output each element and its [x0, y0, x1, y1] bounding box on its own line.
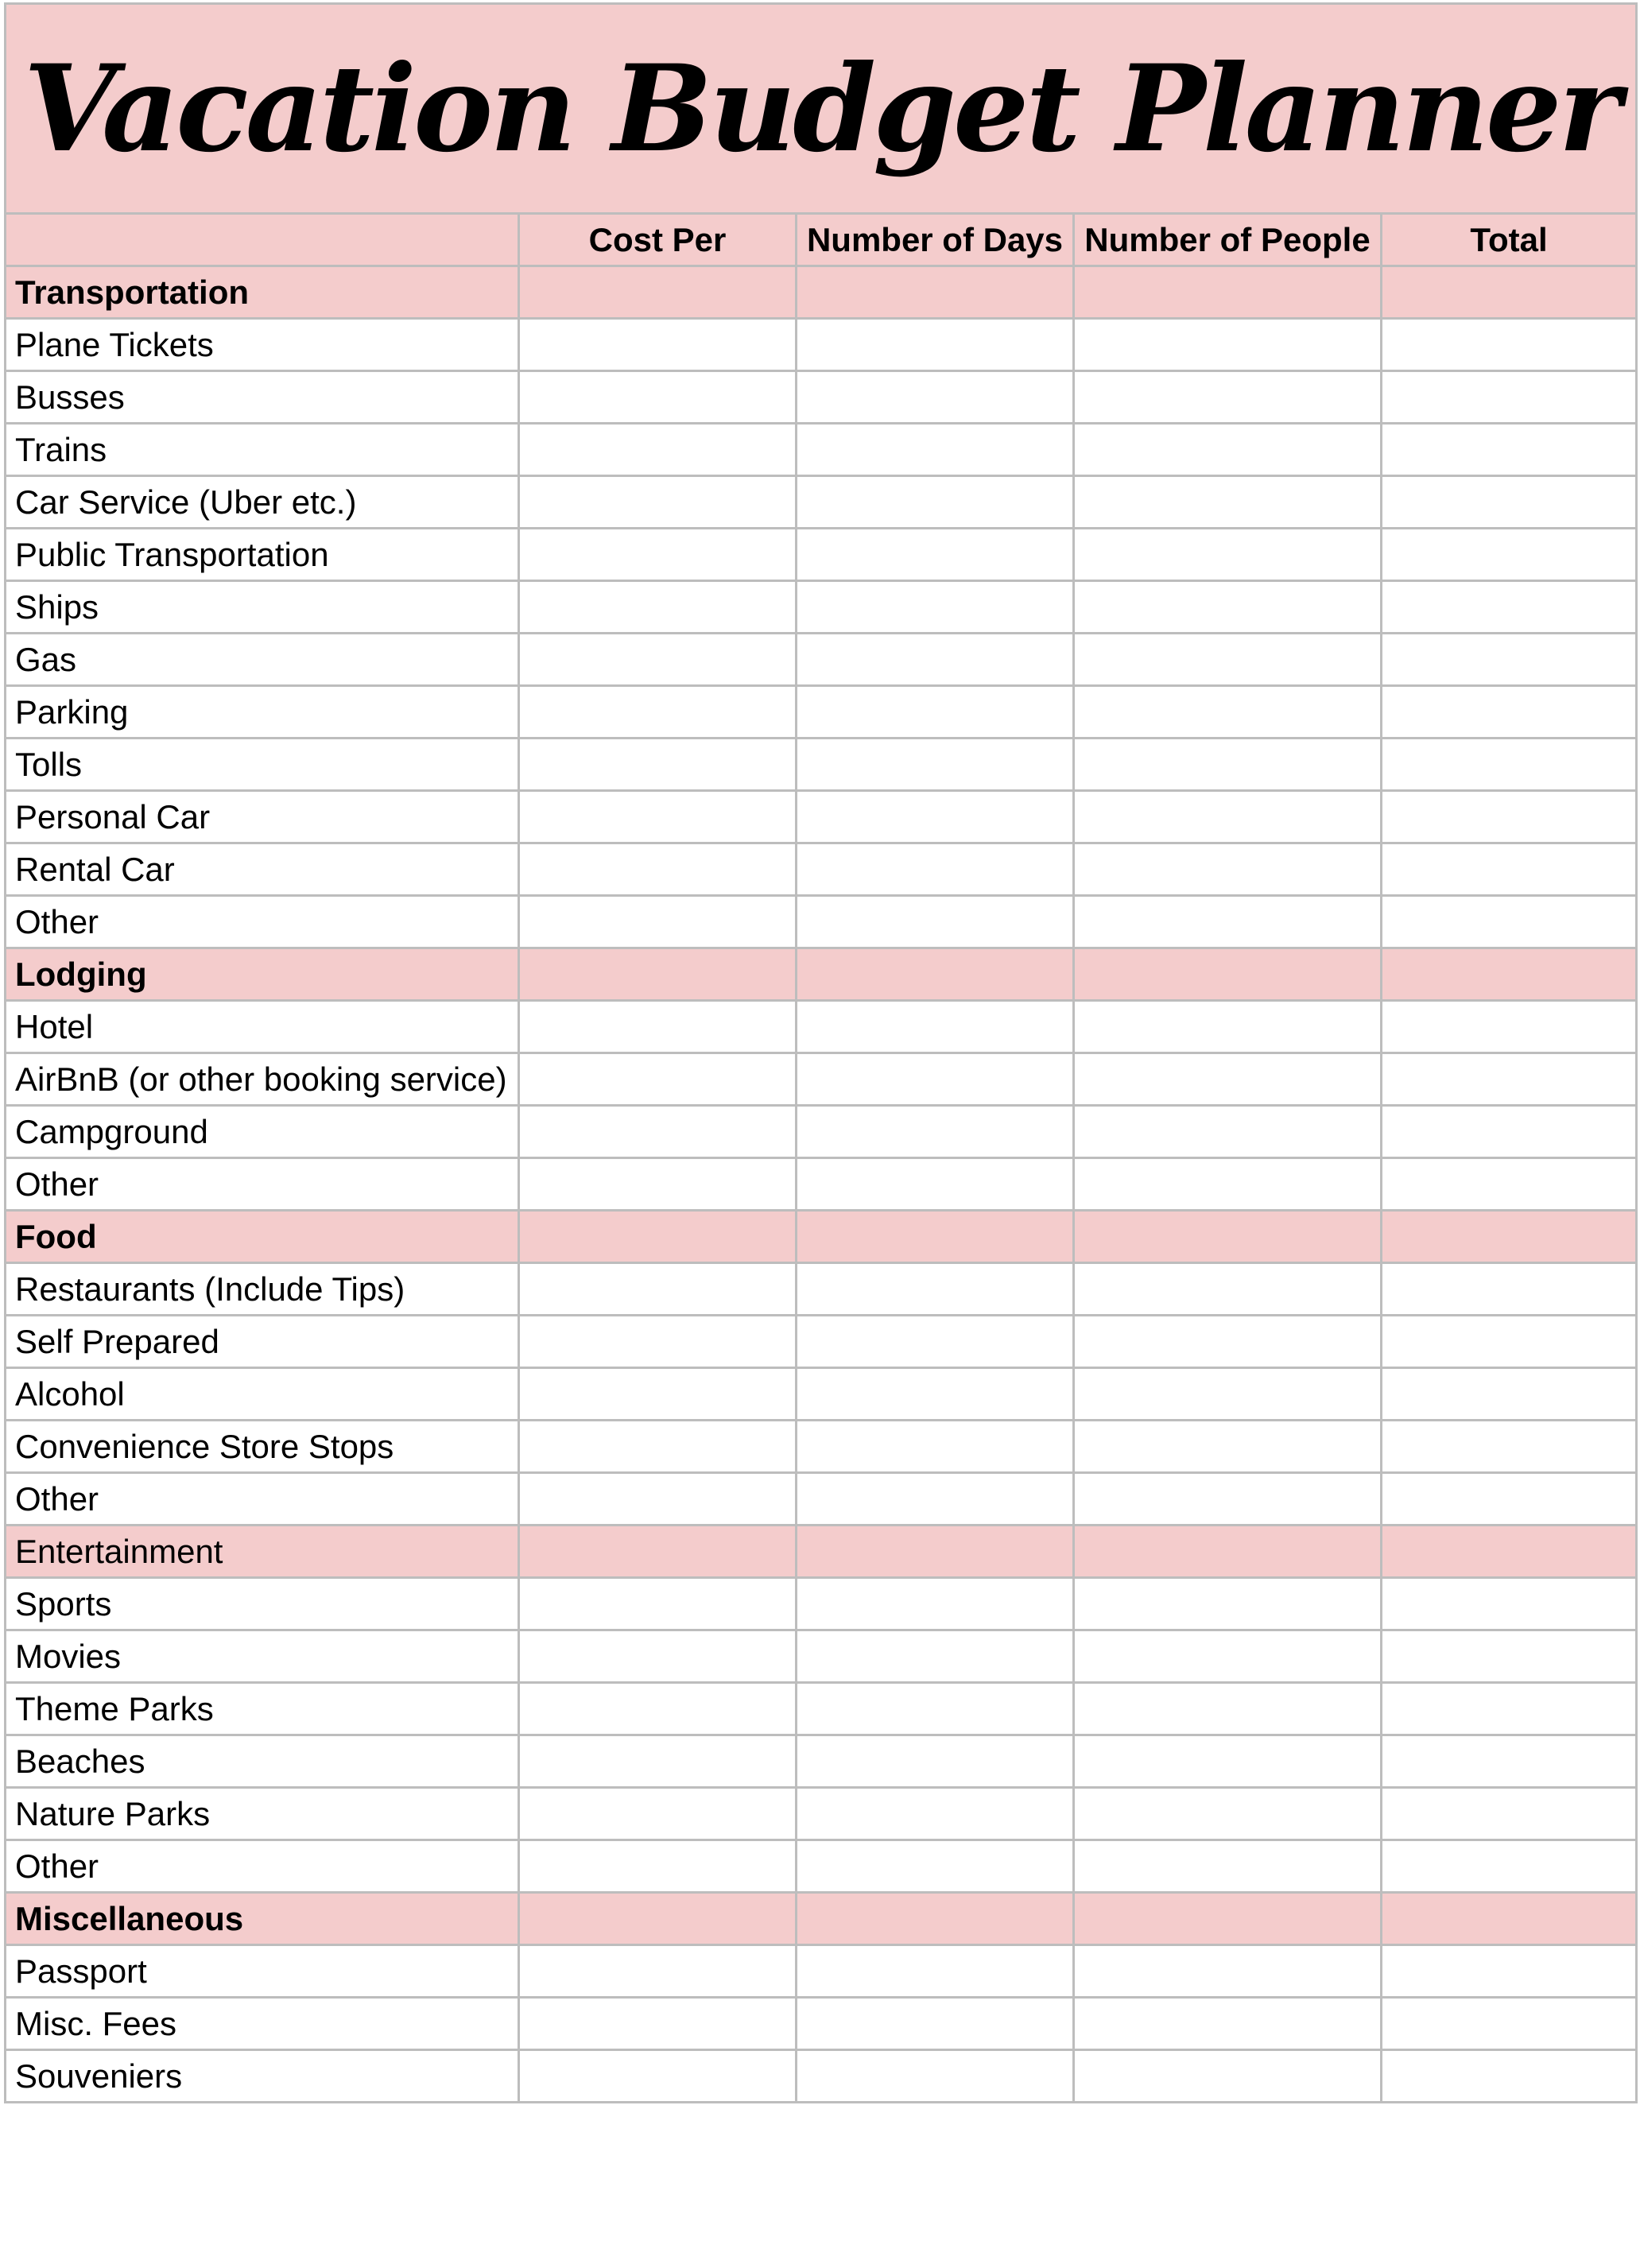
total-cell[interactable] — [1382, 686, 1637, 739]
header-number-of-people: Number of People — [1074, 214, 1382, 266]
number-of-people-cell[interactable] — [1074, 1788, 1382, 1840]
number-of-days-cell[interactable] — [797, 791, 1074, 843]
number-of-days-cell[interactable] — [797, 1053, 1074, 1106]
cost-per-cell[interactable] — [519, 1945, 797, 1998]
table-row — [6, 634, 1637, 686]
total-cell[interactable] — [1382, 581, 1637, 634]
table-row — [6, 843, 1637, 896]
number-of-people-cell[interactable] — [1074, 1001, 1382, 1053]
category-total-cell[interactable] — [1382, 266, 1637, 319]
number-of-people-cell[interactable] — [1074, 1263, 1382, 1316]
number-of-people-cell[interactable] — [1074, 581, 1382, 634]
item-label: Beaches — [6, 1735, 519, 1788]
number-of-days-cell[interactable] — [797, 581, 1074, 634]
category-label: Food — [6, 1211, 519, 1263]
item-label: Gas — [6, 634, 519, 686]
item-label: Plane Tickets — [6, 319, 519, 371]
total-cell[interactable] — [1382, 1945, 1637, 1998]
number-of-people-cell[interactable] — [1074, 424, 1382, 476]
item-label: Trains — [6, 424, 519, 476]
number-of-people-cell[interactable] — [1074, 686, 1382, 739]
table-row — [6, 2050, 1637, 2103]
cost-per-cell[interactable] — [519, 529, 797, 581]
total-cell[interactable] — [1382, 1158, 1637, 1211]
number-of-people-cell[interactable] — [1074, 1158, 1382, 1211]
item-label: Sports — [6, 1578, 519, 1630]
number-of-days-cell[interactable] — [797, 1368, 1074, 1421]
number-of-people-cell[interactable] — [1074, 1945, 1382, 1998]
category-cost-per-cell[interactable] — [519, 948, 797, 1001]
number-of-days-cell[interactable] — [797, 2050, 1074, 2103]
item-label: Rental Car — [6, 843, 519, 896]
item-label: Other — [6, 1473, 519, 1526]
cost-per-cell[interactable] — [519, 1998, 797, 2050]
total-cell[interactable] — [1382, 1473, 1637, 1526]
number-of-days-cell[interactable] — [797, 1630, 1074, 1683]
table-row — [6, 1998, 1637, 2050]
cost-per-cell[interactable] — [519, 1788, 797, 1840]
number-of-days-cell[interactable] — [797, 1840, 1074, 1893]
item-label: Ships — [6, 581, 519, 634]
cost-per-cell[interactable] — [519, 1421, 797, 1473]
number-of-people-cell[interactable] — [1074, 739, 1382, 791]
category-number-of-people-cell[interactable] — [1074, 948, 1382, 1001]
table-row — [6, 1945, 1637, 1998]
category-number-of-days-cell[interactable] — [797, 1526, 1074, 1578]
cost-per-cell[interactable] — [519, 1473, 797, 1526]
column-header-row — [6, 214, 1637, 266]
number-of-people-cell[interactable] — [1074, 791, 1382, 843]
total-cell[interactable] — [1382, 1316, 1637, 1368]
number-of-people-cell[interactable] — [1074, 634, 1382, 686]
item-label: Public Transportation — [6, 529, 519, 581]
number-of-days-cell[interactable] — [797, 319, 1074, 371]
number-of-days-cell[interactable] — [797, 1683, 1074, 1735]
item-label: Movies — [6, 1630, 519, 1683]
table-row — [6, 1263, 1637, 1316]
total-cell[interactable] — [1382, 1735, 1637, 1788]
table-row — [6, 1788, 1637, 1840]
number-of-days-cell[interactable] — [797, 1578, 1074, 1630]
number-of-people-cell[interactable] — [1074, 371, 1382, 424]
total-cell[interactable] — [1382, 634, 1637, 686]
table-row — [6, 476, 1637, 529]
number-of-people-cell[interactable] — [1074, 1368, 1382, 1421]
cost-per-cell[interactable] — [519, 1578, 797, 1630]
total-cell[interactable] — [1382, 739, 1637, 791]
table-row — [6, 1840, 1637, 1893]
total-cell[interactable] — [1382, 791, 1637, 843]
page-title: Vacation Budget Planner — [6, 4, 1637, 214]
number-of-days-cell[interactable] — [797, 686, 1074, 739]
item-label: Parking — [6, 686, 519, 739]
number-of-days-cell[interactable] — [797, 896, 1074, 948]
table-row — [6, 1421, 1637, 1473]
cost-per-cell[interactable] — [519, 476, 797, 529]
table-row — [6, 1683, 1637, 1735]
total-cell[interactable] — [1382, 1683, 1637, 1735]
category-row — [6, 1211, 1637, 1263]
total-cell[interactable] — [1382, 896, 1637, 948]
number-of-people-cell[interactable] — [1074, 2050, 1382, 2103]
category-cost-per-cell[interactable] — [519, 266, 797, 319]
total-cell[interactable] — [1382, 1788, 1637, 1840]
cost-per-cell[interactable] — [519, 1683, 797, 1735]
number-of-people-cell[interactable] — [1074, 1840, 1382, 1893]
number-of-people-cell[interactable] — [1074, 1998, 1382, 2050]
cost-per-cell[interactable] — [519, 1840, 797, 1893]
item-label: Passport — [6, 1945, 519, 1998]
number-of-days-cell[interactable] — [797, 1158, 1074, 1211]
total-cell[interactable] — [1382, 843, 1637, 896]
category-row — [6, 948, 1637, 1001]
category-row — [6, 1526, 1637, 1578]
cost-per-cell[interactable] — [519, 843, 797, 896]
total-cell[interactable] — [1382, 1578, 1637, 1630]
category-number-of-people-cell[interactable] — [1074, 1526, 1382, 1578]
table-row — [6, 424, 1637, 476]
cost-per-cell[interactable] — [519, 1001, 797, 1053]
total-cell[interactable] — [1382, 1998, 1637, 2050]
item-label: Other — [6, 896, 519, 948]
number-of-days-cell[interactable] — [797, 1263, 1074, 1316]
number-of-people-cell[interactable] — [1074, 843, 1382, 896]
table-row — [6, 686, 1637, 739]
category-number-of-people-cell[interactable] — [1074, 266, 1382, 319]
number-of-days-cell[interactable] — [797, 529, 1074, 581]
total-cell[interactable] — [1382, 1840, 1637, 1893]
number-of-people-cell[interactable] — [1074, 1421, 1382, 1473]
cost-per-cell[interactable] — [519, 686, 797, 739]
number-of-days-cell[interactable] — [797, 1945, 1074, 1998]
item-label: Tolls — [6, 739, 519, 791]
total-cell[interactable] — [1382, 1106, 1637, 1158]
table-row — [6, 1578, 1637, 1630]
budget-table-body — [6, 4, 1637, 2103]
cost-per-cell[interactable] — [519, 1263, 797, 1316]
table-row — [6, 1473, 1637, 1526]
number-of-days-cell[interactable] — [797, 371, 1074, 424]
item-label: Busses — [6, 371, 519, 424]
number-of-people-cell[interactable] — [1074, 1053, 1382, 1106]
number-of-days-cell[interactable] — [797, 1316, 1074, 1368]
cost-per-cell[interactable] — [519, 1053, 797, 1106]
number-of-people-cell[interactable] — [1074, 896, 1382, 948]
table-row — [6, 1106, 1637, 1158]
number-of-days-cell[interactable] — [797, 476, 1074, 529]
number-of-days-cell[interactable] — [797, 843, 1074, 896]
number-of-days-cell[interactable] — [797, 424, 1074, 476]
item-label: Alcohol — [6, 1368, 519, 1421]
item-label: AirBnB (or other booking service) — [6, 1053, 519, 1106]
item-label: Car Service (Uber etc.) — [6, 476, 519, 529]
item-label: Hotel — [6, 1001, 519, 1053]
table-row — [6, 896, 1637, 948]
table-row — [6, 1158, 1637, 1211]
cost-per-cell[interactable] — [519, 896, 797, 948]
number-of-people-cell[interactable] — [1074, 1106, 1382, 1158]
category-number-of-days-cell[interactable] — [797, 266, 1074, 319]
item-label: Nature Parks — [6, 1788, 519, 1840]
category-number-of-days-cell[interactable] — [797, 948, 1074, 1001]
total-cell[interactable] — [1382, 1421, 1637, 1473]
number-of-days-cell[interactable] — [797, 634, 1074, 686]
total-cell[interactable] — [1382, 529, 1637, 581]
number-of-days-cell[interactable] — [797, 739, 1074, 791]
category-number-of-people-cell[interactable] — [1074, 1211, 1382, 1263]
number-of-days-cell[interactable] — [797, 1106, 1074, 1158]
number-of-people-cell[interactable] — [1074, 1316, 1382, 1368]
category-number-of-people-cell[interactable] — [1074, 1893, 1382, 1945]
cost-per-cell[interactable] — [519, 581, 797, 634]
number-of-people-cell[interactable] — [1074, 1630, 1382, 1683]
header-cost-per: Cost Per — [519, 214, 797, 266]
header-number-of-days: Number of Days — [797, 214, 1074, 266]
cost-per-cell[interactable] — [519, 634, 797, 686]
total-cell[interactable] — [1382, 1368, 1637, 1421]
item-label: Other — [6, 1158, 519, 1211]
item-label: Theme Parks — [6, 1683, 519, 1735]
table-row — [6, 1053, 1637, 1106]
number-of-people-cell[interactable] — [1074, 529, 1382, 581]
cost-per-cell[interactable] — [519, 2050, 797, 2103]
number-of-people-cell[interactable] — [1074, 1578, 1382, 1630]
item-label: Restaurants (Include Tips) — [6, 1263, 519, 1316]
total-cell[interactable] — [1382, 1630, 1637, 1683]
number-of-days-cell[interactable] — [797, 1788, 1074, 1840]
category-row — [6, 1893, 1637, 1945]
cost-per-cell[interactable] — [519, 319, 797, 371]
category-label: Lodging — [6, 948, 519, 1001]
number-of-people-cell[interactable] — [1074, 476, 1382, 529]
cost-per-cell[interactable] — [519, 1630, 797, 1683]
table-row — [6, 371, 1637, 424]
table-row — [6, 1630, 1637, 1683]
total-cell[interactable] — [1382, 371, 1637, 424]
table-row — [6, 581, 1637, 634]
table-row — [6, 529, 1637, 581]
total-cell[interactable] — [1382, 1001, 1637, 1053]
title-row — [6, 4, 1637, 214]
table-row — [6, 1368, 1637, 1421]
total-cell[interactable] — [1382, 319, 1637, 371]
number-of-days-cell[interactable] — [797, 1998, 1074, 2050]
category-label: Entertainment — [6, 1526, 519, 1578]
category-cost-per-cell[interactable] — [519, 1893, 797, 1945]
budget-table — [4, 2, 1638, 2103]
cost-per-cell[interactable] — [519, 1106, 797, 1158]
category-number-of-days-cell[interactable] — [797, 1211, 1074, 1263]
cost-per-cell[interactable] — [519, 371, 797, 424]
table-row — [6, 319, 1637, 371]
number-of-days-cell[interactable] — [797, 1473, 1074, 1526]
category-label: Transportation — [6, 266, 519, 319]
cost-per-cell[interactable] — [519, 424, 797, 476]
item-label: Souveniers — [6, 2050, 519, 2103]
item-label: Convenience Store Stops — [6, 1421, 519, 1473]
table-row — [6, 1316, 1637, 1368]
total-cell[interactable] — [1382, 1263, 1637, 1316]
number-of-people-cell[interactable] — [1074, 1473, 1382, 1526]
total-cell[interactable] — [1382, 1053, 1637, 1106]
category-row — [6, 266, 1637, 319]
category-label: Miscellaneous — [6, 1893, 519, 1945]
table-row — [6, 1735, 1637, 1788]
item-label: Personal Car — [6, 791, 519, 843]
category-cost-per-cell[interactable] — [519, 1211, 797, 1263]
table-row — [6, 739, 1637, 791]
category-total-cell[interactable] — [1382, 948, 1637, 1001]
header-total: Total — [1382, 214, 1637, 266]
number-of-people-cell[interactable] — [1074, 1735, 1382, 1788]
cost-per-cell[interactable] — [519, 1368, 797, 1421]
category-total-cell[interactable] — [1382, 1526, 1637, 1578]
item-label: Self Prepared — [6, 1316, 519, 1368]
category-number-of-days-cell[interactable] — [797, 1893, 1074, 1945]
number-of-people-cell[interactable] — [1074, 1683, 1382, 1735]
category-cost-per-cell[interactable] — [519, 1526, 797, 1578]
total-cell[interactable] — [1382, 424, 1637, 476]
category-total-cell[interactable] — [1382, 1893, 1637, 1945]
number-of-days-cell[interactable] — [797, 1421, 1074, 1473]
number-of-days-cell[interactable] — [797, 1001, 1074, 1053]
cost-per-cell[interactable] — [519, 1735, 797, 1788]
cost-per-cell[interactable] — [519, 1316, 797, 1368]
number-of-days-cell[interactable] — [797, 1735, 1074, 1788]
total-cell[interactable] — [1382, 476, 1637, 529]
table-row — [6, 791, 1637, 843]
table-row — [6, 1001, 1637, 1053]
number-of-people-cell[interactable] — [1074, 319, 1382, 371]
item-label: Campground — [6, 1106, 519, 1158]
cost-per-cell[interactable] — [519, 791, 797, 843]
cost-per-cell[interactable] — [519, 1158, 797, 1211]
item-label: Other — [6, 1840, 519, 1893]
cost-per-cell[interactable] — [519, 739, 797, 791]
header-item — [6, 214, 519, 266]
total-cell[interactable] — [1382, 2050, 1637, 2103]
category-total-cell[interactable] — [1382, 1211, 1637, 1263]
item-label: Misc. Fees — [6, 1998, 519, 2050]
